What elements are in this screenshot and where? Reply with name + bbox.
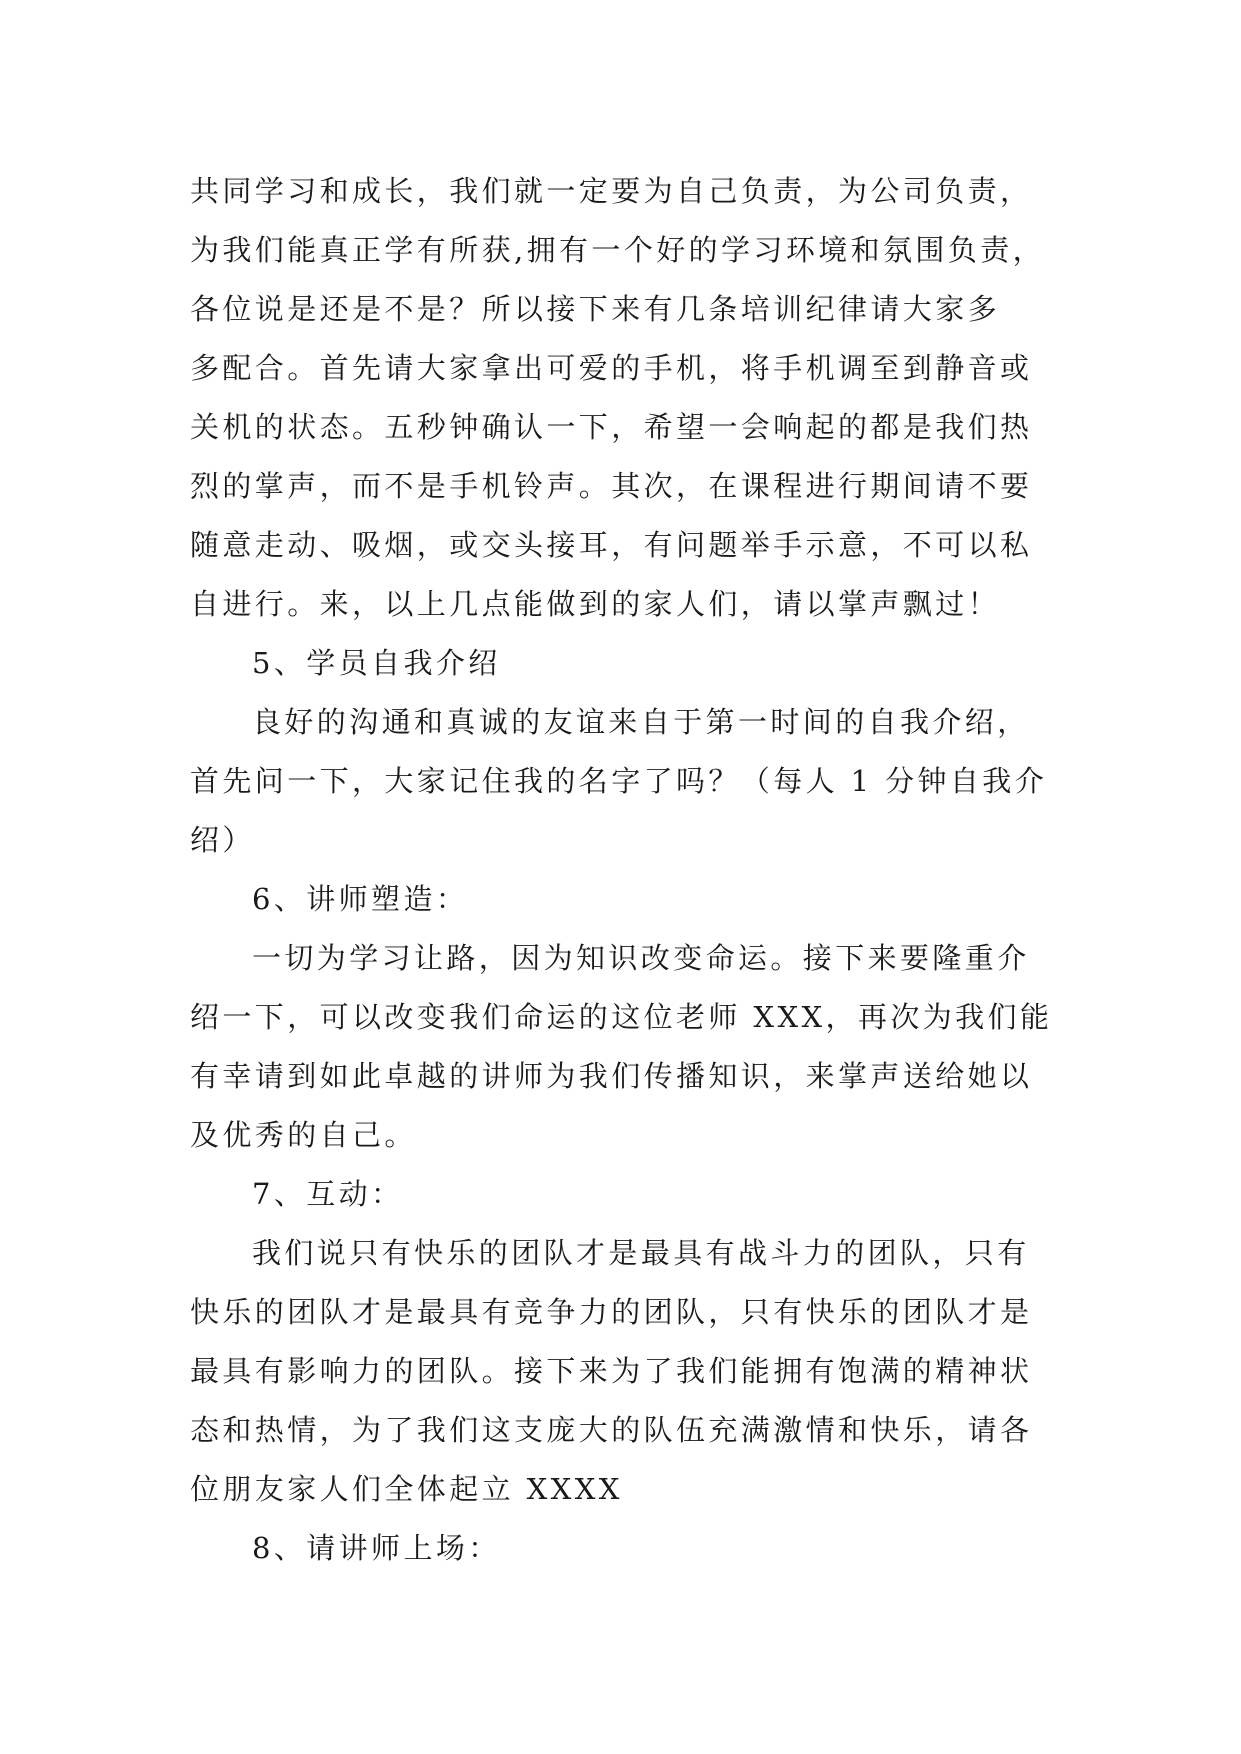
text-line: 一切为学习让路，因为知识改变命运。接下来要隆重介 [252,941,1030,975]
text-line: 最具有影响力的团队。接下来为了我们能拥有饱满的精神状 [190,1354,1033,1388]
text-line: 及优秀的自己。 [190,1118,417,1152]
heading-text: 8、请讲师上场： [252,1531,501,1565]
text-line: 我们说只有快乐的团队才是最具有战斗力的团队，只有 [252,1236,1030,1270]
text-line: 烈的掌声，而不是手机铃声。其次，在课程进行期间请不要 [190,469,1033,503]
heading-text: 6、讲师塑造： [252,882,469,916]
section-heading-7 [190,1165,1090,1224]
text-line: 各位说是还是不是？所以接下来有几条培训纪律请大家多 [190,292,1001,326]
paragraph-lecturer [190,929,1090,1165]
section-heading-8 [190,1519,1090,1578]
text-line: 位朋友家人们全体起立 XXXX [190,1472,623,1506]
text-line: 关机的状态。五秒钟确认一下，希望一会响起的都是我们热 [190,410,1033,444]
text-line: 多配合。首先请大家拿出可爱的手机，将手机调至到静音或 [190,351,1033,385]
text-line: 绍一下，可以改变我们命运的这位老师 XXX，再次为我们能 [190,1000,1053,1034]
paragraph-discipline [190,162,1090,634]
text-line: 共同学习和成长，我们就一定要为自己负责，为公司负责， [190,174,1033,208]
paragraph-self-introduction [190,693,1090,870]
text-line: 自进行。来，以上几点能做到的家人们，请以掌声飘过！ [190,587,1001,621]
text-line: 随意走动、吸烟，或交头接耳，有问题举手示意，不可以私 [190,528,1033,562]
text-line: 快乐的团队才是最具有竞争力的团队，只有快乐的团队才是 [190,1295,1033,1329]
section-heading-6 [190,870,1090,929]
text-line: 良好的沟通和真诚的友谊来自于第一时间的自我介绍， [252,705,1030,739]
text-line: 有幸请到如此卓越的讲师为我们传播知识，来掌声送给她以 [190,1059,1033,1093]
paragraph-interaction [190,1224,1090,1519]
text-line: 绍） [190,823,255,857]
text-line: 态和热情，为了我们这支庞大的队伍充满激情和快乐，请各 [190,1413,1033,1447]
document-body [190,162,1090,1578]
section-heading-5 [190,634,1090,693]
text-line: 首先问一下，大家记住我的名字了吗？（每人 1 分钟自我介 [190,764,1048,798]
heading-text: 5、学员自我介绍 [252,646,501,680]
text-line: 为我们能真正学有所获,拥有一个好的学习环境和氛围负责， [190,233,1046,267]
heading-text: 7、互动： [252,1177,404,1211]
